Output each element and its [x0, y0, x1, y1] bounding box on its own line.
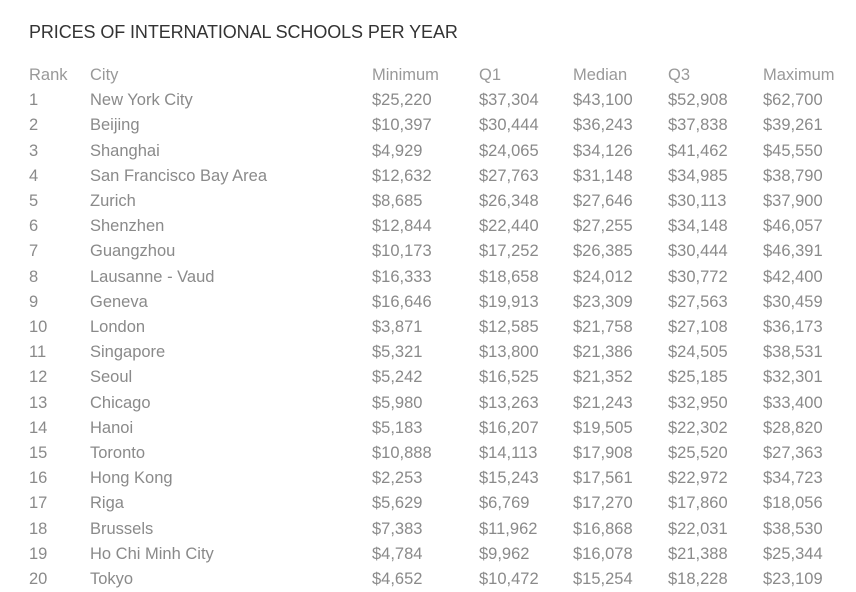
cell-q1: $6,769	[479, 494, 530, 513]
cell-city: Chicago	[90, 393, 151, 412]
header-rank: Rank	[29, 66, 68, 84]
table-row	[29, 113, 849, 138]
table-row	[29, 391, 849, 416]
cell-minimum: $8,685	[372, 192, 423, 211]
cell-q3: $37,838	[668, 116, 728, 135]
cell-rank: 18	[29, 519, 48, 538]
cell-rank: 4	[29, 166, 39, 185]
table-header-row	[29, 63, 849, 88]
cell-q1: $15,243	[479, 469, 539, 488]
cell-rank: 8	[29, 267, 39, 286]
cell-q1: $30,444	[479, 116, 539, 135]
cell-maximum: $32,301	[763, 368, 823, 387]
table-body	[29, 88, 849, 592]
cell-minimum: $10,397	[372, 116, 432, 135]
cell-minimum: $5,321	[372, 343, 423, 362]
cell-q1: $18,658	[479, 267, 539, 286]
cell-median: $36,243	[573, 116, 633, 135]
cell-city: Geneva	[90, 292, 148, 311]
cell-city: Ho Chi Minh City	[90, 544, 214, 563]
cell-q1: $24,065	[479, 141, 539, 160]
header-q1: Q1	[479, 66, 502, 84]
cell-minimum: $5,183	[372, 418, 423, 437]
cell-median: $17,908	[573, 444, 633, 463]
cell-rank: 19	[29, 544, 48, 563]
cell-minimum: $12,844	[372, 217, 432, 236]
cell-rank: 11	[29, 343, 47, 362]
cell-q3: $34,148	[668, 217, 728, 236]
cell-rank: 12	[29, 368, 48, 387]
cell-q3: $32,950	[668, 393, 728, 412]
cell-q3: $25,520	[668, 444, 728, 463]
cell-maximum: $23,109	[763, 570, 823, 589]
cell-city: London	[90, 318, 146, 337]
table-row	[29, 340, 849, 365]
cell-median: $21,352	[573, 368, 633, 387]
cell-rank: 10	[29, 318, 48, 337]
cell-q3: $18,228	[668, 570, 728, 589]
cell-q1: $14,113	[479, 444, 538, 463]
table-row	[29, 189, 849, 214]
table-row	[29, 164, 849, 189]
cell-maximum: $18,056	[763, 494, 823, 513]
cell-maximum: $28,820	[763, 418, 823, 437]
cell-minimum: $5,629	[372, 494, 423, 513]
cell-median: $17,561	[573, 469, 633, 488]
cell-minimum: $5,242	[372, 368, 423, 387]
cell-minimum: $16,333	[372, 267, 432, 286]
table-row	[29, 290, 849, 315]
table-row	[29, 491, 849, 516]
header-median: Median	[573, 66, 628, 84]
cell-q3: $30,444	[668, 242, 728, 261]
cell-q1: $17,252	[479, 242, 539, 261]
table-row	[29, 416, 849, 441]
cell-q3: $21,388	[668, 544, 728, 563]
cell-q1: $13,263	[479, 393, 539, 412]
cell-city: New York City	[90, 91, 193, 110]
cell-city: Zurich	[90, 192, 136, 211]
table-row	[29, 214, 849, 239]
cell-minimum: $16,646	[372, 292, 432, 311]
cell-minimum: $5,980	[372, 393, 423, 412]
cell-city: Singapore	[90, 343, 166, 362]
cell-q3: $30,772	[668, 267, 728, 286]
cell-median: $26,385	[573, 242, 633, 261]
table-row	[29, 139, 849, 164]
cell-rank: 5	[29, 192, 39, 211]
cell-median: $27,646	[573, 192, 633, 211]
cell-q3: $41,462	[668, 141, 728, 160]
cell-minimum: $25,220	[372, 91, 432, 110]
cell-median: $17,270	[573, 494, 633, 513]
cell-q3: $52,908	[668, 91, 728, 110]
cell-maximum: $34,723	[763, 469, 823, 488]
cell-minimum: $7,383	[372, 519, 423, 538]
cell-q3: $22,972	[668, 469, 728, 488]
cell-city: Tokyo	[90, 570, 134, 589]
cell-q3: $27,563	[668, 292, 728, 311]
cell-median: $15,254	[573, 570, 633, 589]
schools-price-table	[29, 63, 849, 592]
cell-city: Hanoi	[90, 418, 134, 437]
cell-minimum: $4,929	[372, 141, 423, 160]
cell-maximum: $42,400	[763, 267, 823, 286]
cell-city: Seoul	[90, 368, 133, 387]
cell-median: $16,868	[573, 519, 633, 538]
cell-rank: 17	[29, 494, 48, 513]
cell-city: Lausanne - Vaud	[90, 267, 215, 286]
cell-maximum: $46,391	[763, 242, 823, 261]
cell-minimum: $2,253	[372, 469, 423, 488]
cell-maximum: $46,057	[763, 217, 823, 236]
cell-median: $23,309	[573, 292, 633, 311]
cell-median: $27,255	[573, 217, 633, 236]
cell-q1: $16,525	[479, 368, 539, 387]
cell-city: Toronto	[90, 444, 146, 463]
cell-city: Shanghai	[90, 141, 160, 160]
cell-q1: $26,348	[479, 192, 539, 211]
header-city: City	[90, 66, 119, 84]
cell-rank: 3	[29, 141, 39, 160]
cell-minimum: $4,652	[372, 570, 423, 589]
cell-maximum: $37,900	[763, 192, 823, 211]
table-row	[29, 517, 849, 542]
cell-q1: $10,472	[479, 570, 539, 589]
cell-maximum: $38,530	[763, 519, 823, 538]
cell-rank: 20	[29, 570, 48, 589]
cell-q3: $24,505	[668, 343, 728, 362]
cell-minimum: $12,632	[372, 166, 432, 185]
table-row	[29, 466, 849, 491]
cell-q3: $34,985	[668, 166, 728, 185]
cell-maximum: $62,700	[763, 91, 823, 110]
cell-q1: $22,440	[479, 217, 539, 236]
cell-q3: $22,302	[668, 418, 728, 437]
cell-q1: $13,800	[479, 343, 539, 362]
cell-maximum: $36,173	[763, 318, 823, 337]
cell-city: Brussels	[90, 519, 154, 538]
cell-q1: $19,913	[479, 292, 539, 311]
cell-rank: 6	[29, 217, 39, 236]
table-row	[29, 567, 849, 592]
table-row	[29, 88, 849, 113]
table-row	[29, 542, 849, 567]
cell-minimum: $4,784	[372, 544, 423, 563]
table-row	[29, 239, 849, 264]
cell-q1: $37,304	[479, 91, 539, 110]
cell-city: San Francisco Bay Area	[90, 166, 268, 185]
cell-maximum: $30,459	[763, 292, 823, 311]
cell-median: $21,243	[573, 393, 633, 412]
cell-city: Riga	[90, 494, 124, 513]
cell-rank: 14	[29, 418, 48, 437]
table-row	[29, 365, 849, 390]
cell-q1: $9,962	[479, 544, 530, 563]
cell-q3: $27,108	[668, 318, 728, 337]
table-row	[29, 265, 849, 290]
cell-minimum: $3,871	[372, 318, 423, 337]
cell-q3: $22,031	[668, 519, 728, 538]
cell-q1: $27,763	[479, 166, 539, 185]
table-row	[29, 315, 849, 340]
cell-rank: 1	[29, 91, 39, 110]
cell-rank: 9	[29, 292, 39, 311]
cell-rank: 15	[29, 444, 48, 463]
cell-rank: 7	[29, 242, 39, 261]
cell-median: $31,148	[573, 166, 633, 185]
cell-city: Beijing	[90, 116, 140, 135]
cell-rank: 2	[29, 116, 39, 135]
cell-maximum: $39,261	[763, 116, 823, 135]
header-maximum: Maximum	[763, 66, 835, 84]
cell-maximum: $38,790	[763, 166, 823, 185]
cell-median: $24,012	[573, 267, 633, 286]
cell-city: Hong Kong	[90, 469, 173, 488]
header-q3: Q3	[668, 66, 691, 84]
table-row	[29, 441, 849, 466]
cell-median: $19,505	[573, 418, 633, 437]
cell-minimum: $10,888	[372, 444, 432, 463]
cell-maximum: $45,550	[763, 141, 823, 160]
cell-median: $21,758	[573, 318, 633, 337]
cell-maximum: $38,531	[763, 343, 823, 362]
cell-rank: 16	[29, 469, 48, 488]
cell-city: Shenzhen	[90, 217, 165, 236]
cell-q1: $16,207	[479, 418, 539, 437]
cell-median: $34,126	[573, 141, 633, 160]
cell-maximum: $25,344	[763, 544, 823, 563]
cell-city: Guangzhou	[90, 242, 176, 261]
cell-q1: $12,585	[479, 318, 539, 337]
cell-q3: $17,860	[668, 494, 728, 513]
cell-q1: $11,962	[479, 519, 538, 538]
cell-q3: $25,185	[668, 368, 728, 387]
header-minimum: Minimum	[372, 66, 439, 84]
cell-minimum: $10,173	[372, 242, 432, 261]
cell-rank: 13	[29, 393, 48, 412]
cell-maximum: $27,363	[763, 444, 823, 463]
page-title: PRICES OF INTERNATIONAL SCHOOLS PER YEAR	[29, 22, 458, 42]
cell-median: $16,078	[573, 544, 633, 563]
cell-q3: $30,113	[668, 192, 727, 211]
cell-median: $43,100	[573, 91, 633, 110]
cell-maximum: $33,400	[763, 393, 823, 412]
cell-median: $21,386	[573, 343, 633, 362]
